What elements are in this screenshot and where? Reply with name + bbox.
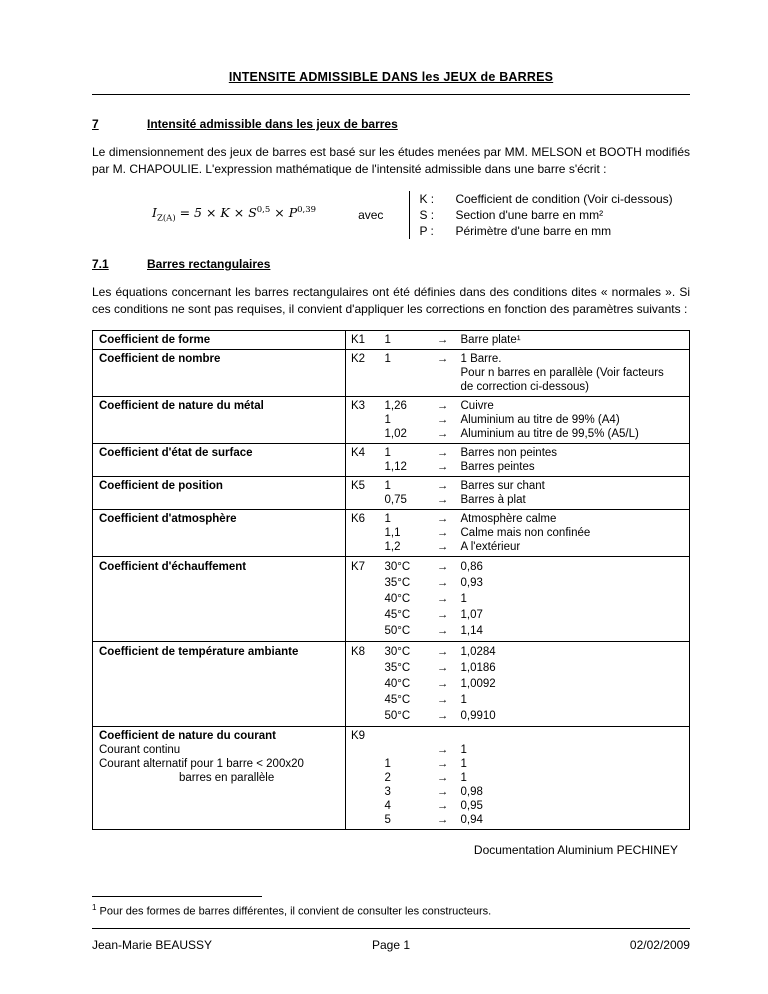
arrow-icon: →	[436, 592, 449, 605]
coef-desc: 0,93	[460, 576, 483, 589]
coef-value: 40°C	[384, 677, 411, 690]
formula-block	[92, 191, 690, 239]
coef-desc: Barres à plat	[460, 493, 526, 506]
page-footer	[92, 928, 690, 952]
coef-value: 30°C	[384, 560, 411, 573]
section-title: Barres rectangulaires	[147, 256, 271, 271]
formula-definitions	[409, 191, 672, 239]
coef-desc: Calme mais non confinée	[460, 526, 591, 539]
coef-code: K8	[351, 645, 366, 658]
arrow-icon: →	[436, 661, 449, 674]
code-cell	[346, 509, 380, 556]
coef-label: Courant continu	[99, 743, 181, 756]
coef-value: 5	[384, 813, 391, 826]
arrow-icon: →	[436, 645, 449, 658]
coef-label: Coefficient d'échauffement	[99, 560, 247, 573]
coef-value: 1	[384, 352, 391, 365]
arrow-icon: →	[436, 526, 449, 539]
arrow-icon: →	[436, 624, 449, 637]
coef-value: 1,1	[384, 526, 401, 539]
coef-label: Coefficient de nombre	[99, 352, 221, 365]
arrow-icon: →	[436, 785, 449, 798]
coef-code: K7	[351, 560, 366, 573]
desc-cell	[456, 476, 690, 509]
code-cell	[346, 396, 380, 443]
coef-value: 40°C	[384, 592, 411, 605]
coef-value: 35°C	[384, 576, 411, 589]
value-cell	[380, 641, 430, 726]
coef-desc: Barre plate¹	[460, 333, 521, 346]
coef-desc: Aluminium au titre de 99% (A4)	[460, 413, 620, 426]
arrow-icon: →	[436, 352, 449, 365]
table-row-k8	[93, 641, 690, 726]
arrow-icon: →	[436, 413, 449, 426]
definition-text: Coefficient de condition (Voir ci-dessous)	[455, 191, 673, 206]
value-cell	[380, 349, 430, 396]
coef-desc: 0,98	[460, 785, 483, 798]
coef-desc: Aluminium au titre de 99,5% (A5/L)	[460, 427, 639, 440]
table-row-k6	[93, 509, 690, 556]
definition-text: Section d'une barre en mm²	[455, 207, 604, 222]
footer-author: Jean-Marie BEAUSSY	[92, 938, 213, 952]
coef-label: Courant alternatif pour 1 barre < 200x20	[99, 757, 304, 770]
coef-value: 1,02	[384, 427, 407, 440]
arrow-icon: →	[436, 512, 449, 525]
coef-desc: Barres peintes	[460, 460, 535, 473]
footnote-marker: 1	[92, 903, 97, 913]
coef-value: 30°C	[384, 645, 411, 658]
definition-row	[419, 191, 672, 207]
coef-label: barres en parallèle	[179, 771, 275, 784]
coef-code: K9	[351, 729, 366, 742]
desc-cell	[456, 641, 690, 726]
label-cell	[93, 443, 346, 476]
label-cell	[93, 641, 346, 726]
desc-cell	[456, 443, 690, 476]
arrow-icon: →	[436, 576, 449, 589]
arrow-icon: →	[436, 813, 449, 826]
formula-body: = 5 × K × S	[175, 205, 257, 221]
footer-date: 02/02/2009	[629, 938, 690, 952]
coef-value: 1	[384, 333, 391, 346]
formula-variable: I	[152, 205, 157, 221]
coef-desc: 1,07	[460, 608, 483, 621]
coef-value	[385, 729, 425, 743]
formula-body-2: × P	[270, 205, 298, 221]
coef-desc: 1,0092	[460, 677, 496, 690]
definition-symbol: K :	[419, 191, 435, 206]
arrow-icon: →	[436, 427, 449, 440]
coef-desc: 0,95	[460, 799, 483, 812]
coef-value: 2	[384, 771, 391, 784]
section-7-1-heading	[92, 257, 690, 271]
arrow-cell	[430, 349, 456, 396]
coef-desc: 1 Barre.	[460, 352, 502, 365]
code-cell	[346, 556, 380, 641]
coef-value: 1,12	[384, 460, 407, 473]
arrow-icon: →	[436, 399, 449, 412]
coef-label: Coefficient d'état de surface	[99, 446, 253, 459]
section-7-heading	[92, 117, 690, 131]
table-row-k2	[93, 349, 690, 396]
section-number: 7.1	[92, 256, 109, 271]
coef-desc	[461, 729, 685, 743]
formula-connector: avec	[358, 207, 384, 222]
coef-desc: 1,0186	[460, 661, 496, 674]
arrow-cell	[430, 509, 456, 556]
footnote	[92, 903, 690, 918]
code-cell	[346, 726, 380, 829]
arrow-icon: →	[436, 799, 449, 812]
label-cell	[93, 349, 346, 396]
conditions-paragraph: Les équations concernant les barres rectangulaires ont été définies dans des conditions dites « normales ». Si ces conditions ne sont pas requises, il convient d'appliquer les corrections en fonction des paramètres suivants :	[92, 284, 690, 317]
value-cell	[380, 726, 430, 829]
coef-value: 3	[384, 785, 391, 798]
coef-value: 0,75	[384, 493, 407, 506]
coef-code: K2	[351, 352, 366, 365]
section-number: 7	[92, 117, 99, 131]
label-cell	[93, 556, 346, 641]
coef-value: 1	[384, 757, 391, 770]
arrow-cell	[430, 476, 456, 509]
coef-value: 1	[384, 512, 391, 525]
table-row-k4	[93, 443, 690, 476]
table-row-k3	[93, 396, 690, 443]
coef-value: 1	[384, 479, 391, 492]
arrow-icon: →	[436, 540, 449, 553]
arrow-icon: →	[436, 460, 449, 473]
formula	[152, 205, 316, 224]
arrow-cell	[430, 330, 456, 349]
coef-code: K4	[351, 446, 366, 459]
code-cell	[346, 476, 380, 509]
table-row-k1	[93, 330, 690, 349]
definition-text: Périmètre d'une barre en mm	[455, 223, 612, 238]
coef-desc: Pour n barres en parallèle (Voir facteurs	[460, 366, 664, 379]
arrow-icon: →	[436, 709, 449, 722]
value-cell	[380, 556, 430, 641]
value-cell	[380, 476, 430, 509]
label-cell	[93, 726, 346, 829]
coef-desc: A l'extérieur	[460, 540, 521, 553]
footnote-area	[92, 896, 690, 918]
intro-paragraph: Le dimensionnement des jeux de barres est basé sur les études menées par MM. MELSON et BOOTH modifiés par M. CHAPOULIE. L'expression mathématique de l'intensité admissible dans une barre s'écrit :	[92, 145, 690, 177]
value-cell	[380, 396, 430, 443]
arrow-icon: →	[436, 608, 449, 621]
footnote-text: Pour des formes de barres différentes, il convient de consulter les constructeurs.	[99, 906, 492, 918]
desc-cell	[456, 726, 690, 829]
formula-exponent-1: 0,5	[256, 205, 271, 216]
arrow-cell	[430, 556, 456, 641]
coef-desc: Cuivre	[460, 399, 494, 412]
coef-desc: 1	[460, 693, 467, 706]
arrow-icon: →	[436, 446, 449, 459]
arrow-icon: →	[436, 493, 449, 506]
coef-desc: 1	[460, 757, 467, 770]
arrow-icon: →	[436, 693, 449, 706]
arrow-cell	[430, 641, 456, 726]
arrow-cell	[430, 396, 456, 443]
arrow-icon: →	[436, 479, 449, 492]
coef-value: 45°C	[384, 608, 411, 621]
arrow-icon: →	[436, 333, 449, 346]
footer-page-number: Page 1	[371, 938, 411, 952]
desc-cell	[456, 396, 690, 443]
desc-cell	[456, 349, 690, 396]
definition-row	[419, 207, 672, 223]
coef-desc: Atmosphère calme	[460, 512, 557, 525]
code-cell	[346, 641, 380, 726]
arrow-icon: →	[436, 757, 449, 770]
value-cell	[380, 509, 430, 556]
value-cell	[380, 330, 430, 349]
label-cell	[93, 509, 346, 556]
documentation-credit: Documentation Aluminium PECHINEY	[473, 842, 678, 857]
footnote-divider	[92, 896, 262, 897]
coef-value: 45°C	[384, 693, 411, 706]
coef-label: Coefficient d'atmosphère	[99, 512, 237, 525]
value-cell	[380, 443, 430, 476]
coef-desc: de correction ci-dessous)	[460, 380, 589, 393]
arrow-icon	[435, 729, 451, 743]
coef-desc: 1,14	[460, 624, 483, 637]
table-row-k9	[93, 726, 690, 829]
coefficients-table	[92, 330, 690, 830]
formula-exponent-2: 0,39	[297, 205, 317, 216]
coef-label: Coefficient de nature du métal	[99, 399, 264, 412]
coef-code: K1	[351, 333, 366, 346]
coef-label: Coefficient de forme	[99, 333, 211, 346]
code-cell	[346, 349, 380, 396]
coef-value: 1	[384, 446, 391, 459]
arrow-icon: →	[436, 743, 449, 756]
label-cell	[93, 476, 346, 509]
arrow-cell	[430, 726, 456, 829]
coef-label: Coefficient de température ambiante	[99, 645, 299, 658]
arrow-icon: →	[436, 771, 449, 784]
table-row-k5	[93, 476, 690, 509]
desc-cell	[456, 330, 690, 349]
coef-code: K6	[351, 512, 366, 525]
code-cell	[346, 443, 380, 476]
coef-label: Coefficient de position	[99, 479, 223, 492]
coef-value: 50°C	[384, 709, 411, 722]
coef-value: 1,2	[384, 540, 401, 553]
label-cell	[93, 396, 346, 443]
coef-value	[385, 743, 425, 757]
coef-value: 1,26	[384, 399, 407, 412]
coef-value: 4	[384, 799, 391, 812]
formula-subscript: Z(A)	[156, 214, 176, 225]
table-row-k7	[93, 556, 690, 641]
definition-symbol: P :	[419, 223, 434, 238]
coef-desc: 1,0284	[460, 645, 496, 658]
code-cell	[346, 330, 380, 349]
coef-desc: 1	[460, 771, 467, 784]
desc-cell	[456, 556, 690, 641]
label-cell	[93, 330, 346, 349]
coef-label: Coefficient de nature du courant	[99, 729, 276, 742]
section-title: Intensité admissible dans les jeux de barres	[147, 117, 398, 131]
coef-desc: Barres sur chant	[460, 479, 545, 492]
coef-desc: Barres non peintes	[460, 446, 558, 459]
coef-desc: 0,9910	[460, 709, 496, 722]
arrow-icon: →	[436, 560, 449, 573]
coef-code: K3	[351, 399, 366, 412]
coef-desc: 1	[460, 592, 467, 605]
coef-value: 50°C	[384, 624, 411, 637]
definition-symbol: S :	[419, 207, 435, 222]
title-divider	[92, 94, 690, 95]
coef-desc: 1	[460, 743, 467, 756]
arrow-cell	[430, 443, 456, 476]
arrow-icon: →	[436, 677, 449, 690]
definition-row	[419, 223, 672, 239]
coef-desc: 0,94	[460, 813, 483, 826]
coef-desc: 0,86	[460, 560, 483, 573]
coef-value: 35°C	[384, 661, 411, 674]
page-title: INTENSITE ADMISSIBLE DANS les JEUX de BARRES	[228, 70, 554, 84]
coef-code: K5	[351, 479, 366, 492]
coef-value: 1	[384, 413, 391, 426]
desc-cell	[456, 509, 690, 556]
